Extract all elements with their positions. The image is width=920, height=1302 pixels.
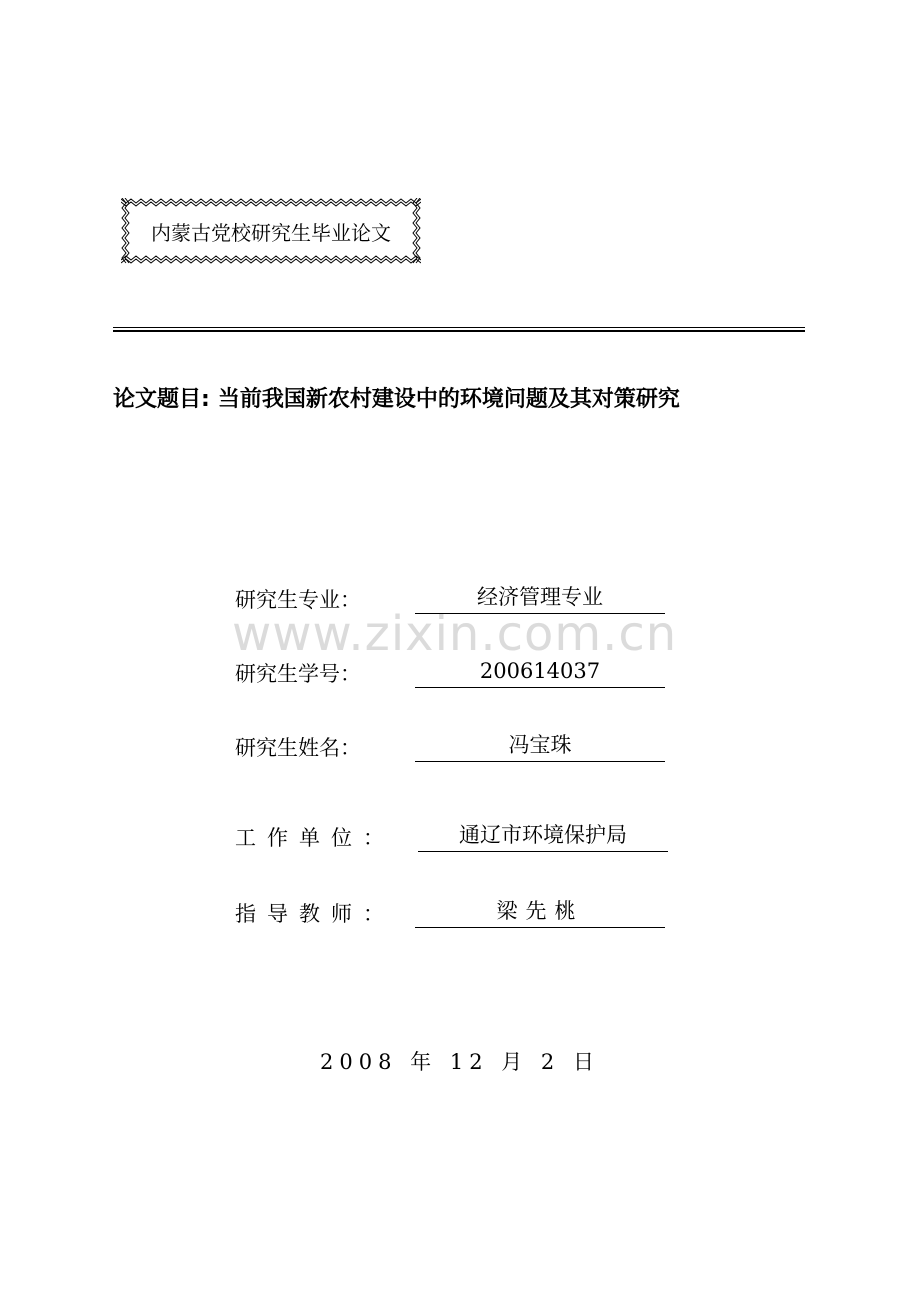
school-header-text: 内蒙古党校研究生毕业论文 bbox=[151, 221, 391, 245]
field-student-id-value: 200614037 bbox=[415, 658, 665, 688]
thesis-title: 当前我国新农村建设中的环境问题及其对策研究 bbox=[217, 387, 680, 412]
watermark-text: www.zixin.com.cn bbox=[232, 606, 678, 662]
field-workplace-value: 通辽市环境保护局 bbox=[418, 822, 668, 852]
field-student-id bbox=[235, 658, 675, 692]
thesis-title-label: 论文题目: bbox=[113, 387, 210, 412]
double-rule-divider bbox=[113, 327, 805, 333]
field-name-value: 冯宝珠 bbox=[415, 732, 665, 762]
date-line: 2008 年 12 月 2 日 bbox=[320, 1050, 600, 1074]
field-name-label: 研究生姓名： bbox=[235, 736, 361, 760]
field-major-value: 经济管理专业 bbox=[415, 584, 665, 614]
field-major bbox=[235, 584, 675, 618]
field-workplace bbox=[235, 822, 675, 856]
field-major-label: 研究生专业： bbox=[235, 588, 361, 612]
field-workplace-label: 工作单位： bbox=[235, 826, 395, 850]
field-student-id-label: 研究生学号： bbox=[235, 662, 361, 686]
field-name bbox=[235, 732, 675, 766]
field-advisor-label: 指导教师： bbox=[235, 902, 395, 926]
field-advisor bbox=[235, 898, 675, 932]
field-advisor-value: 梁先桃 bbox=[415, 898, 665, 928]
thesis-title-line bbox=[113, 382, 680, 413]
school-header-box bbox=[121, 198, 421, 264]
